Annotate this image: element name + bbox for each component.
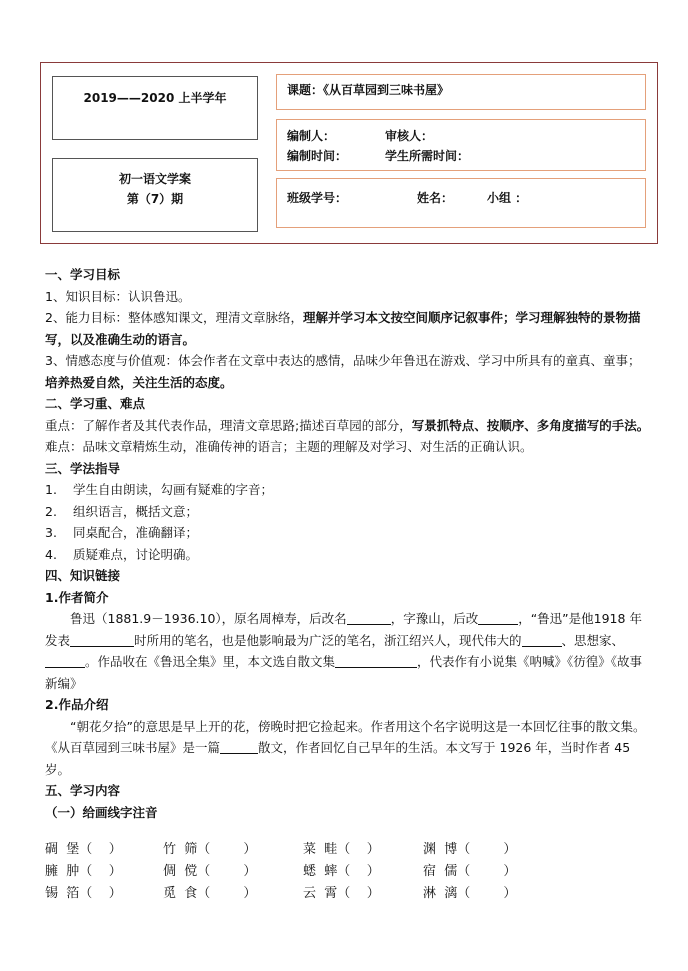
- pinyin-row: [45, 882, 605, 904]
- goal-emotion: [45, 350, 650, 393]
- fill-blank-role[interactable]: [522, 632, 562, 647]
- work-intro-text: “朝花夕拾”的意思是早上开的花，傍晚时把它捡起来。作者用这个名字说明这是一本回忆往事的散文集。《从百草园到三味书屋》是一篇: [45, 718, 646, 755]
- author-intro-text: 时所用的笔名，也是他影响最为广泛的笔名，浙江绍兴人，现代伟大的: [134, 632, 522, 648]
- student-time-label: 学生所需时间：: [385, 149, 470, 163]
- section-heading-key-points: 二、学习重、难点: [45, 396, 146, 411]
- goal-emotion-text: 3、情感态度与价值观：体会作者在文章中表达的感情，品味少年鲁迅在游戏、学习中所具有的童真、童事；: [45, 353, 641, 368]
- method-item: [45, 522, 650, 544]
- reviewer-label: 审核人：: [385, 129, 434, 143]
- issue-number: 第（7）期: [126, 192, 184, 206]
- goal-emotion-emphasis: 培养热爱自然，关注生活的态度。: [45, 374, 233, 390]
- topic-box: [276, 74, 646, 110]
- method-number: 3.: [45, 525, 57, 540]
- author-intro-text: ，“鲁迅”是他1918 年发表: [45, 611, 642, 648]
- school-year: 2019——2020 上半学年: [83, 91, 227, 105]
- topic-title: 《从百草园到三味书屋》: [323, 83, 450, 97]
- pinyin-item[interactable]: 觅 食（ ）: [163, 886, 257, 901]
- pinyin-item[interactable]: 淋 漓（ ）: [423, 886, 517, 901]
- pinyin-item[interactable]: 蟋 蟀（ ）: [303, 864, 380, 879]
- key-point-emphasis: 写景抓特点、按顺序、多角度描写的手法。: [411, 417, 650, 433]
- work-intro-heading: 2.作品介绍: [45, 697, 109, 712]
- section-heading-methods: 三、学法指导: [45, 460, 121, 476]
- pinyin-item[interactable]: 竹 筛（ ）: [163, 842, 257, 857]
- goal-ability-emphasis: 理解并学习本文按空间顺序记叙事件；学习理解独特的景物描写，以及准确生动的语言。: [45, 310, 641, 347]
- school-year-box: [52, 76, 258, 140]
- student-info-box: [276, 178, 646, 228]
- fill-blank-work[interactable]: [70, 632, 134, 647]
- method-item: [45, 544, 650, 566]
- group-label: 小组 ：: [487, 191, 528, 205]
- method-number: 2.: [45, 503, 57, 519]
- pinyin-exercise-heading: （一）给画线字注音: [45, 804, 158, 820]
- class-number-label: 班级学号：: [287, 191, 348, 205]
- method-text: 学生自由朗读，勾画有疑难的字音；: [73, 482, 274, 497]
- pinyin-exercise: [45, 838, 605, 904]
- goal-ability: [45, 307, 650, 350]
- method-text: 组织语言，概括文意；: [73, 503, 199, 519]
- student-name-label: 姓名：: [417, 191, 454, 205]
- key-point-text: 重点：了解作者及其代表作品，理清文章思路;描述百草园的部分，: [45, 417, 412, 433]
- compile-time-label: 编制时间：: [287, 149, 348, 163]
- method-text: 同桌配合，准确翻译；: [73, 525, 199, 540]
- key-point: [45, 415, 650, 437]
- pinyin-item[interactable]: 渊 博（ ）: [423, 842, 517, 857]
- method-number: 4.: [45, 546, 57, 562]
- course-box: [52, 158, 258, 232]
- author-intro-text: 。作品收在《鲁迅全集》里，本文选自散文集: [85, 654, 336, 669]
- work-intro-paragraph: [45, 716, 650, 781]
- pinyin-item[interactable]: 云 霄（ ）: [303, 886, 380, 901]
- worksheet-body: [45, 264, 650, 823]
- author-intro-heading: 1.作者简介: [45, 589, 109, 605]
- method-item: [45, 501, 650, 523]
- pinyin-item[interactable]: 菜 畦（ ）: [303, 842, 380, 857]
- author-intro-paragraph: [45, 608, 650, 694]
- fill-blank-genre[interactable]: [220, 739, 258, 754]
- editor-box: [276, 119, 646, 171]
- pinyin-item[interactable]: 宿 儒（ ）: [423, 864, 517, 879]
- pinyin-row: [45, 838, 605, 860]
- author-intro-text: ，字豫山，后改: [390, 611, 479, 626]
- author-intro-text: 鲁迅（1881.9－1936.10），原名周樟寿，后改名: [70, 611, 347, 626]
- author-intro-text: 、思想家、: [561, 632, 625, 648]
- pinyin-item[interactable]: 锡 箔（ ）: [45, 886, 122, 901]
- pinyin-item[interactable]: 臃 肿（ ）: [45, 864, 122, 879]
- editor-label: 编制人：: [287, 129, 336, 143]
- course-name: 初一语文学案: [118, 172, 191, 186]
- difficult-point: 难点：品味文章精炼生动，准确传神的语言；主题的理解及对学习、对生活的正确认识。: [45, 439, 533, 454]
- topic-label: 课题：: [287, 83, 324, 97]
- author-intro-text: ，代表作有小说集《呐喊》《彷徨》《故事新编》: [45, 654, 643, 691]
- fill-blank-name2[interactable]: [478, 610, 518, 625]
- fill-blank-role2[interactable]: [45, 653, 85, 668]
- fill-blank-name[interactable]: [347, 610, 391, 625]
- fill-blank-collection[interactable]: [335, 653, 417, 668]
- goal-knowledge: 1、知识目标：认识鲁迅。: [45, 288, 191, 304]
- work-intro-text: 散文，作者回忆自己早年的生活。本文写于 1926 年，当时作者 45 岁。: [45, 740, 631, 777]
- section-heading-knowledge: 四、知识链接: [45, 568, 121, 583]
- method-text: 质疑难点，讨论明确。: [73, 546, 199, 562]
- method-item: [45, 479, 650, 501]
- pinyin-item[interactable]: 倜 傥（ ）: [163, 864, 257, 879]
- pinyin-item[interactable]: 碉 堡（ ）: [45, 842, 122, 857]
- method-number: 1.: [45, 482, 57, 497]
- goal-ability-text: 2、能力目标：整体感知课文，理清文章脉络，: [45, 310, 303, 325]
- section-heading-content: 五、学习内容: [45, 783, 121, 798]
- pinyin-row: [45, 860, 605, 882]
- section-heading-goals: 一、学习目标: [45, 267, 121, 282]
